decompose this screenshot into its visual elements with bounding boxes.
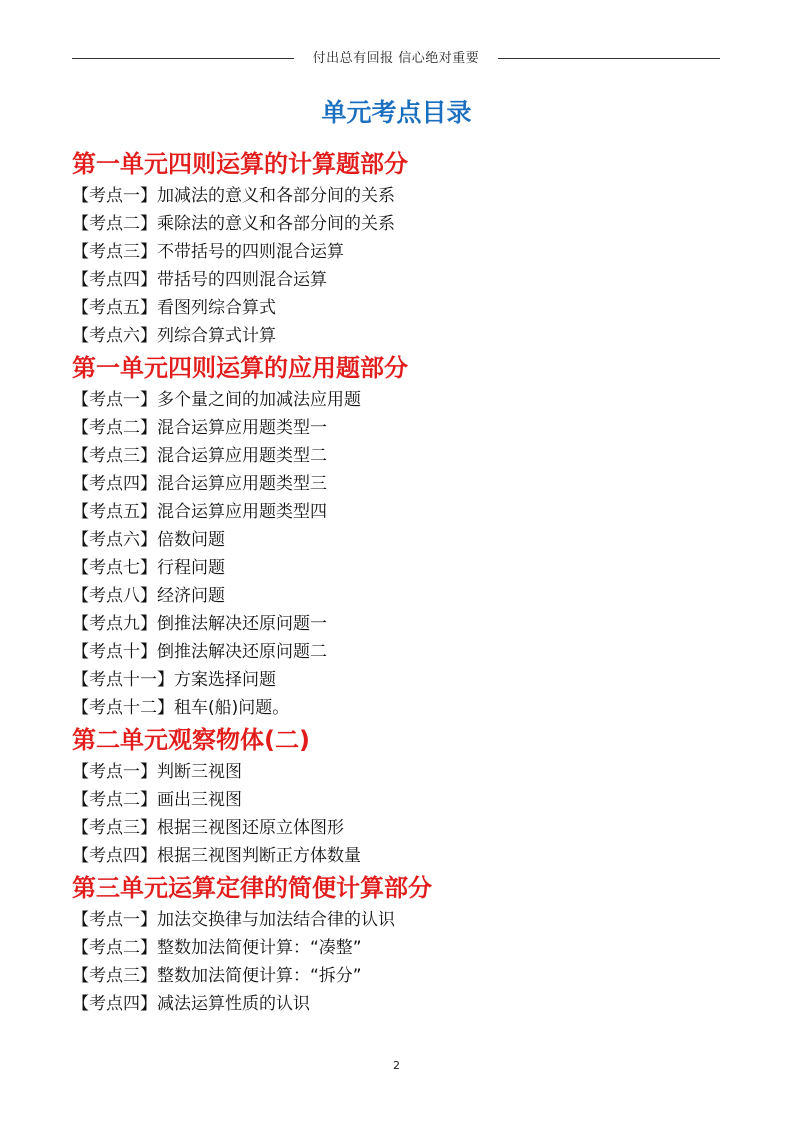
toc-item: 【考点三】根据三视图还原立体图形 <box>72 818 344 838</box>
page-number: 2 <box>393 1059 400 1072</box>
toc-item: 【考点三】不带括号的四则混合运算 <box>72 242 344 262</box>
toc-item: 【考点十】倒推法解决还原问题二 <box>72 642 327 662</box>
toc-item: 【考点四】减法运算性质的认识 <box>72 994 310 1014</box>
toc-item: 【考点一】多个量之间的加减法应用题 <box>72 390 361 410</box>
toc-item: 【考点三】整数加法简便计算：“拆分” <box>72 966 362 986</box>
toc-item: 【考点十一】方案选择问题 <box>72 670 276 690</box>
section-heading: 第一单元四则运算的应用题部分 <box>72 354 408 382</box>
toc-item: 【考点一】加法交换律与加法结合律的认识 <box>72 910 395 930</box>
header-motto: 付出总有回报 信心绝对重要 <box>312 51 480 66</box>
toc-item: 【考点九】倒推法解决还原问题一 <box>72 614 327 634</box>
header-rule-right <box>498 58 720 59</box>
page-title: 单元考点目录 <box>321 98 472 127</box>
toc-item: 【考点二】混合运算应用题类型一 <box>72 418 327 438</box>
toc-item: 【考点二】画出三视图 <box>72 790 242 810</box>
toc-item: 【考点八】经济问题 <box>72 586 225 606</box>
toc-item: 【考点五】看图列综合算式 <box>72 298 276 318</box>
toc-item: 【考点七】行程问题 <box>72 558 225 578</box>
toc-item: 【考点一】判断三视图 <box>72 762 242 782</box>
toc-item: 【考点三】混合运算应用题类型二 <box>72 446 327 466</box>
toc-item: 【考点六】倍数问题 <box>72 530 225 550</box>
toc-item: 【考点四】根据三视图判断正方体数量 <box>72 846 361 866</box>
toc-item: 【考点六】列综合算式计算 <box>72 326 276 346</box>
toc-item: 【考点二】乘除法的意义和各部分间的关系 <box>72 214 395 234</box>
page-header <box>72 49 720 69</box>
section-heading: 第二单元观察物体(二) <box>72 726 310 754</box>
toc-item: 【考点五】混合运算应用题类型四 <box>72 502 327 522</box>
toc-item: 【考点四】混合运算应用题类型三 <box>72 474 327 494</box>
table-of-contents <box>72 146 722 1018</box>
toc-item: 【考点一】加减法的意义和各部分间的关系 <box>72 186 395 206</box>
section-heading: 第一单元四则运算的计算题部分 <box>72 150 408 178</box>
toc-item: 【考点四】带括号的四则混合运算 <box>72 270 327 290</box>
section-heading: 第三单元运算定律的简便计算部分 <box>72 874 432 902</box>
toc-item: 【考点二】整数加法简便计算：“凑整” <box>72 938 362 958</box>
toc-item: 【考点十二】租车(船)问题。 <box>72 698 290 718</box>
